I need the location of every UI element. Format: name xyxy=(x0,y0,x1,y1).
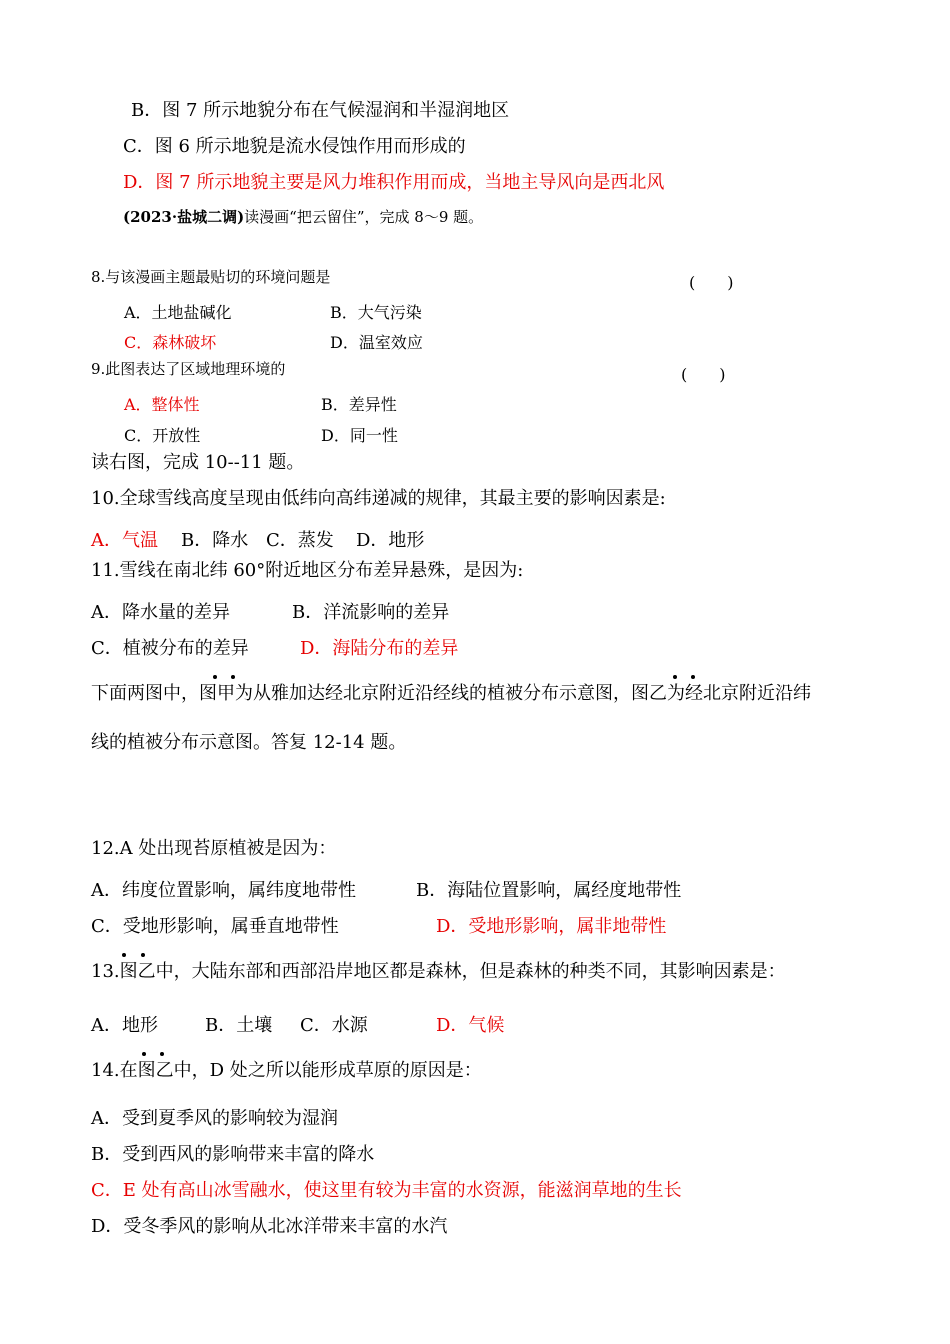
q12-stem: 12.A 处出现苔原植被是因为： xyxy=(91,838,337,859)
q10-stem: 10.全球雪线高度呈现由低纬向高纬递减的规律，其最主要的影响因素是: xyxy=(91,488,666,509)
intro-12-14-line1: 下面两图中，图甲为从雅加达经北京附近沿经线的植被分布示意图，图乙为经北京附近沿纬 xyxy=(91,683,811,704)
q14-stem: 14.在图乙中，D 处之所以能形成草原的原因是： xyxy=(91,1060,482,1081)
q10-option-a-answer: A．气温 xyxy=(91,530,158,551)
q14-option-d: D．受冬季风的影响从北冰洋带来丰富的水汽 xyxy=(91,1216,448,1237)
q9-option-b: B．差异性 xyxy=(321,395,397,414)
q9-option-a-answer: A．整体性 xyxy=(124,395,200,414)
emphasis-dot xyxy=(160,1052,164,1056)
q7-option-c: C．图 6 所示地貌是流水侵蚀作用而形成的 xyxy=(123,136,466,157)
q12-option-a: A．纬度位置影响，属纬度地带性 xyxy=(91,880,356,901)
intro-10-11: 读右图，完成 10--11 题。 xyxy=(91,452,305,473)
emphasis-dot xyxy=(141,953,145,957)
q14-option-c-answer: C．E 处有高山冰雪融水，使这里有较为丰富的水资源，能滋润草地的生长 xyxy=(91,1180,682,1201)
q13-option-c: C．水源 xyxy=(300,1015,368,1036)
intro-12-14-line2: 线的植被分布示意图。答复 12-14 题。 xyxy=(91,732,407,753)
emphasis-dot xyxy=(691,675,695,679)
q9-option-c: C．开放性 xyxy=(124,426,201,445)
q12-option-b: B．海陆位置影响，属经度地带性 xyxy=(416,880,682,901)
q10-option-c: C．蒸发 xyxy=(266,530,334,551)
q9-stem: 9.此图表达了区域地理环境的 xyxy=(91,360,286,378)
q7-option-b: B．图 7 所示地貌分布在气候湿润和半湿润地区 xyxy=(131,100,510,121)
q9-answer-paren: ( ) xyxy=(681,365,726,384)
intro-8-9-text: 读漫画“把云留住”，完成 8～9 题。 xyxy=(244,208,484,226)
q11-option-b: B．洋流影响的差异 xyxy=(292,602,450,623)
q11-option-d-answer: D．海陆分布的差异 xyxy=(300,638,459,659)
q12-option-c: C．受地形影响，属垂直地带性 xyxy=(91,916,339,937)
q11-option-a: A．降水量的差异 xyxy=(91,602,230,623)
q8-option-c-answer: C．森林破坏 xyxy=(124,333,217,352)
q10-option-d: D．地形 xyxy=(356,530,425,551)
emphasis-dot xyxy=(122,953,126,957)
q8-option-a: A．土地盐碱化 xyxy=(124,303,232,322)
q14-option-a: A．受到夏季风的影响较为湿润 xyxy=(91,1108,338,1129)
q11-stem: 11.雪线在南北纬 60°附近地区分布差异悬殊，是因为: xyxy=(91,560,524,581)
source-tag: (2023·盐城二调) xyxy=(123,208,245,226)
intro-8-9 xyxy=(123,210,483,225)
q12-option-d-answer: D．受地形影响，属非地带性 xyxy=(436,916,667,937)
emphasis-dot xyxy=(231,675,235,679)
q13-stem: 13.图乙中，大陆东部和西部沿岸地区都是森林，但是森林的种类不同，其影响因素是： xyxy=(91,961,786,982)
q8-option-b: B．大气污染 xyxy=(330,303,422,322)
q10-option-b: B．降水 xyxy=(181,530,249,551)
emphasis-dot xyxy=(213,675,217,679)
q13-option-d-answer: D．气候 xyxy=(436,1015,505,1036)
q7-option-d-answer: D．图 7 所示地貌主要是风力堆积作用而成，当地主导风向是西北风 xyxy=(123,172,665,193)
q8-answer-paren: ( ) xyxy=(689,273,734,292)
q13-option-a: A．地形 xyxy=(91,1015,158,1036)
q11-option-c: C．植被分布的差异 xyxy=(91,638,249,659)
emphasis-dot xyxy=(673,675,677,679)
q9-option-d: D．同一性 xyxy=(321,426,398,445)
q13-option-b: B．土壤 xyxy=(205,1015,273,1036)
q8-stem: 8.与该漫画主题最贴切的环境问题是 xyxy=(91,268,331,286)
emphasis-dot xyxy=(142,1052,146,1056)
q8-option-d: D．温室效应 xyxy=(330,333,423,352)
q14-option-b: B．受到西风的影响带来丰富的降水 xyxy=(91,1144,375,1165)
